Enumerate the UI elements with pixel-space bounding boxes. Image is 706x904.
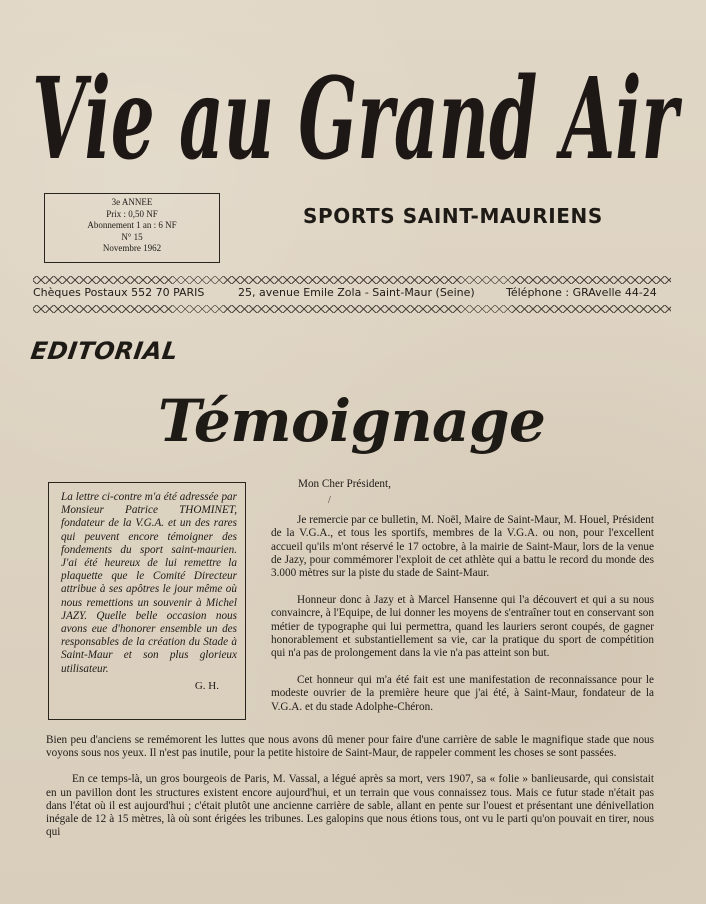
issue-year: 3e ANNEE [111, 197, 153, 207]
issue-date: Novembre 1962 [102, 243, 162, 253]
telephone-number: Téléphone : GRAvelle 44-24 [506, 286, 657, 299]
bottom-wavy-rule [33, 305, 671, 313]
issue-subscription: Abonnement 1 an : 6 NF [87, 220, 177, 230]
letter-column [271, 478, 654, 728]
letter-greeting: Mon Cher Président, [298, 478, 391, 490]
masthead-title-text: Vie au Grand Air [32, 54, 683, 185]
letter-paragraph-3: Cet honneur qui m'a été fait est une manifestation de reconnaissance pour le modeste ouvrier de la première heure que j'ai été, à Saint-Maur, fondateur de la V.G.A. et du stade Adolphe-Chéron. [271, 674, 654, 713]
body-text [46, 734, 654, 852]
issue-number: N° 15 [121, 231, 143, 242]
article-headline: Témoignage [158, 387, 546, 455]
letter-paragraph-2: Honneur donc à Jazy et à Marcel Hansenne qui l'a découvert et qui a su nous convaincre, à l'Equipe, de lui donner les moyens de s'entraîner tout en conservant son métier de typographe qui lui permettra, quand les lauriers seront coupés, de gagner honorablement et substantiellement sa vie, car la pratique du sport de compétition qui n'a pas de prolongement dans la vie n'a pas atteint son but. [271, 594, 654, 660]
masthead-title [32, 48, 683, 193]
postal-address: 25, avenue Emile Zola - Saint-Maur (Seine) [238, 286, 475, 299]
body-paragraph-2: En ce temps-là, un gros bourgeois de Paris, M. Vassal, a légué après sa mort, vers 1907, sa « folie » banlieusarde, qui consistait en un pavillon dont les structures existent encore aujourd'hui, et un terrain que vous connaissez tous. Mais ce futur stade n'était pas dans l'état où il est aujourd'hui ; c'était plutôt une ancienne carrière de sable, allant en pente sur l'ouest et présentant une dénivellation inégale de 12 à 15 mètres, là où sont érigées les tribunes. Les galopins que nous étions tous, ont vu le parti qu'on pouvait en tirer, nous qui [46, 773, 654, 839]
publication-subtitle: SPORTS SAINT-MAURIENS [303, 204, 603, 228]
letter-paragraph-1: Je remercie par ce bulletin, M. Noël, Maire de Saint-Maur, M. Houel, Président de la V.G.A., et tous les sportifs, membres de la V.G.A. ou non, pour l'excellent accueil qu'ils m'ont réservé le 17 octobre, à la mairie de Saint-Maur, lors de la venue de Jazy, pour commémorer l'exploit de cet athlète qui a battu le record du monde des 3.000 mètres sur la piste du stade de Saint-Maur. [271, 514, 654, 580]
intro-box-text: La lettre ci-contre m'a été adressée par Monsieur Patrice THOMINET, fondateur de la V.G.A. et un des rares qui peuvent encore témoigner des fondements du sport saint-maurien. J'ai été heureux de lui remettre la plaquette que le Comité Directeur attribue à ses apôtres le jour même où nous remettions un souvenir à Michel JAZY. Quelle belle occasion nous avons eue d'honorer ensemble un des responsables de la création du Stade à Saint-Maur et son plus glorieux utilisateur. [61, 491, 237, 675]
issue-info-box [44, 193, 220, 263]
intro-box-signature: G. H. [194, 679, 219, 692]
section-label: EDITORIAL [29, 337, 180, 365]
body-paragraph-1: Bien peu d'anciens se remémorent les luttes que nous avons dû mener pour faire d'une carrière de sable le magnifique stade que nous voyons sous nos yeux. Il n'est pas inutile, pour la petite histoire de Saint-Maur, de rappeler comment les choses se sont passées. [46, 734, 654, 760]
masthead-logo [32, 48, 683, 193]
postal-cheques: Chèques Postaux 552 70 PARIS [33, 286, 205, 299]
issue-price: Prix : 0,50 NF [106, 208, 158, 219]
top-wavy-rule [33, 276, 671, 284]
intro-box [48, 482, 246, 720]
stray-mark: / [328, 495, 331, 506]
